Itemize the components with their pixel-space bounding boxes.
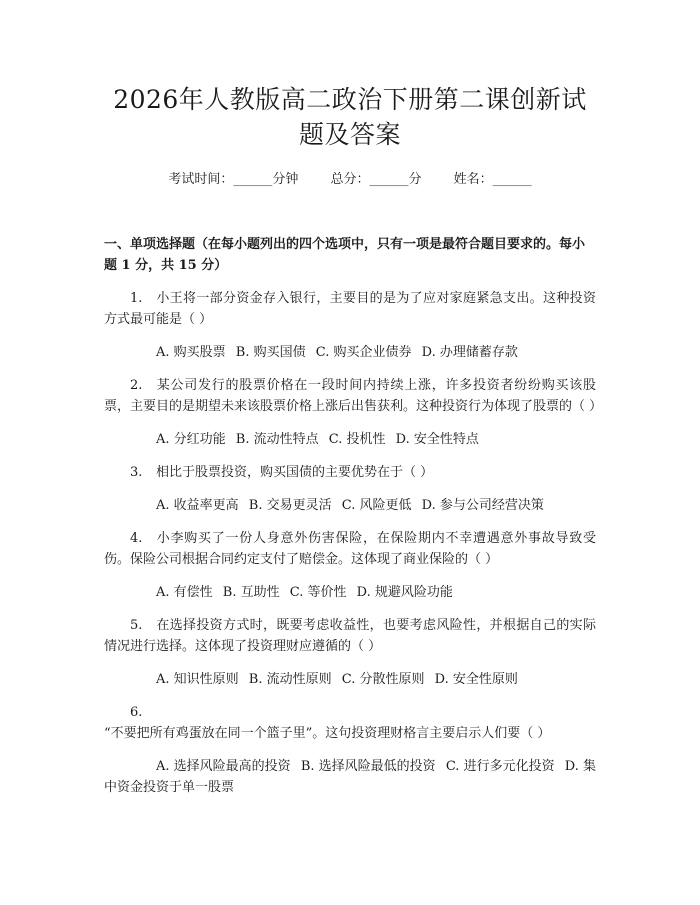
option-d: D. 办理储蓄存款 <box>421 345 518 360</box>
question-2-options <box>104 429 596 450</box>
exam-total-score: 总分：______分 <box>330 172 422 187</box>
question-4-options <box>104 582 596 603</box>
question-number: 2. <box>130 378 143 393</box>
option-d: D. 规避风险功能 <box>356 585 453 600</box>
question-2 <box>104 375 603 417</box>
option-a: A. 知识性原则 <box>156 672 239 687</box>
option-a: A. 选择风险最高的投资 <box>156 759 291 774</box>
question-stem: 小王将一部分资金存入银行，主要目的是为了应对家庭紧急支出。这种投资方式最可能是（ ） <box>104 291 596 327</box>
document-title: 2026年人教版高二政治下册第二课创新试题及答案 <box>113 85 587 149</box>
option-d: D. 集中资金投资于单一股票 <box>104 759 596 795</box>
option-b: B. 选择风险最低的投资 <box>300 759 436 774</box>
question-number: 1. <box>130 291 143 306</box>
question-1 <box>104 288 596 330</box>
option-d: D. 参与公司经营决策 <box>421 498 544 513</box>
option-c: C. 分散性原则 <box>341 672 425 687</box>
option-c: C. 等价性 <box>289 585 347 600</box>
option-d: D. 安全性特点 <box>395 432 479 447</box>
question-stem: 在选择投资方式时，既要考虑收益性，也要考虑风险性，并根据自己的实际情况进行选择。这体现了投资理财应遵循的（ ） <box>104 618 596 654</box>
question-6 <box>104 702 596 744</box>
question-6-options <box>104 756 596 798</box>
question-number: 4. <box>130 531 143 546</box>
exam-info <box>104 170 596 190</box>
option-c: C. 购买企业债券 <box>315 345 412 360</box>
option-b: B. 流动性特点 <box>235 432 319 447</box>
question-1-options <box>104 342 596 363</box>
option-a: A. 有偿性 <box>156 585 213 600</box>
question-4 <box>104 528 596 570</box>
question-5-options <box>104 669 596 690</box>
question-stem: 相比于股票投资，购买国债的主要优势在于（ ） <box>156 465 434 480</box>
option-a: A. 购买股票 <box>156 345 226 360</box>
option-a: A. 收益率更高 <box>156 498 239 513</box>
option-b: B. 交易更灵活 <box>248 498 332 513</box>
question-stem: “不要把所有鸡蛋放在同一个篮子里”。这句投资理财格言主要启示人们要（ ） <box>104 726 551 741</box>
question-number: 3. <box>130 465 143 480</box>
option-b: B. 购买国债 <box>235 345 306 360</box>
question-stem: 某公司发行的股票价格在一段时间内持续上涨，许多投资者纷纷购买该股票，主要目的是期望未来该股票价格上涨后出售获利。这种投资行为体现了股票的（ ） <box>104 378 603 414</box>
question-3-options <box>104 495 596 516</box>
question-number: 5. <box>130 618 143 633</box>
question-list <box>104 288 603 798</box>
option-b: B. 互助性 <box>222 585 280 600</box>
question-stem: 小李购买了一份人身意外伤害保险，在保险期内不幸遭遇意外事故导致受伤。保险公司根据合同约定支付了赔偿金。这体现了商业保险的（ ） <box>104 531 596 567</box>
exam-student-name: 姓名：______ <box>453 172 532 187</box>
option-c: C. 投机性 <box>328 432 386 447</box>
option-b: B. 流动性原则 <box>248 672 332 687</box>
option-c: C. 风险更低 <box>341 498 412 513</box>
option-c: C. 进行多元化投资 <box>445 759 555 774</box>
option-d: D. 安全性原则 <box>434 672 518 687</box>
section-title: 一、单项选择题（在每小题列出的四个选项中，只有一项是最符合题目要求的。每小题 1 分，共 15 分） <box>104 237 586 273</box>
question-5 <box>104 615 596 657</box>
question-number: 6. <box>130 705 143 720</box>
option-a: A. 分红功能 <box>156 432 226 447</box>
exam-time: 考试时间：______分钟 <box>168 172 299 187</box>
question-3 <box>104 462 596 483</box>
